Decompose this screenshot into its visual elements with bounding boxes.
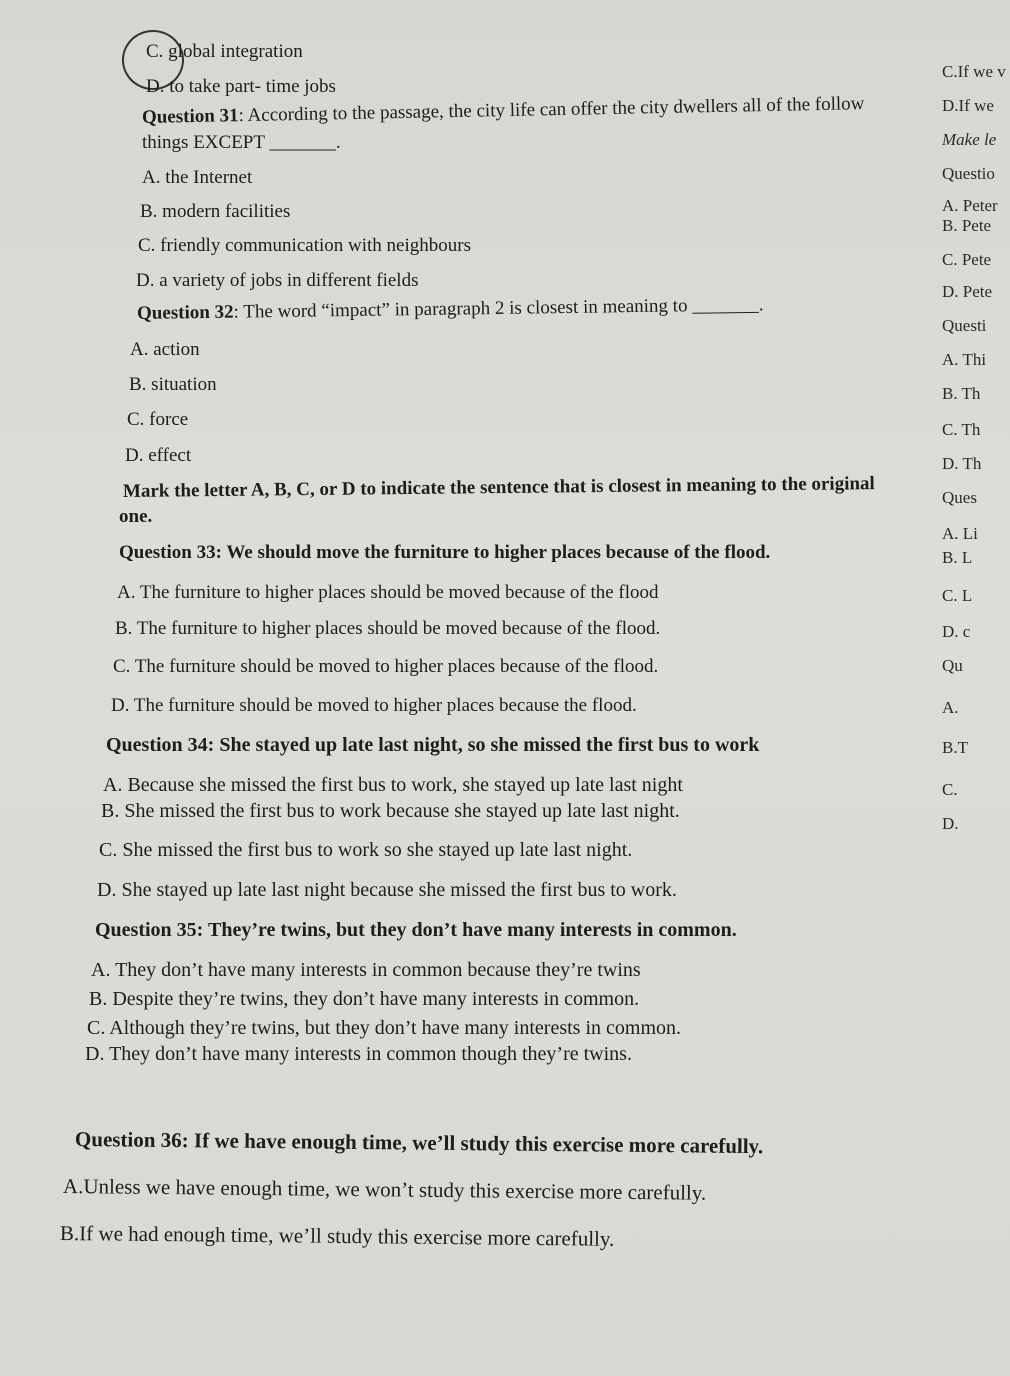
right-col-line: A. [942,698,959,717]
q34-option-a: A. Because she missed the first bus to work, she stayed up late last night [103,774,683,796]
right-col-line: A. Li [942,524,978,543]
q31-option-a: A. the Internet [142,167,253,188]
q36-question: Question 36: If we have enough time, we’ll study this exercise more carefully. [74,1127,764,1159]
right-col-line: D. c [942,622,971,641]
q35-option-a: A. They don’t have many interests in common because they’re twins [91,959,641,981]
q33-option-b: B. The furniture to higher places should be moved because of the flood. [115,618,661,639]
right-col-line: A. Thi [942,350,987,369]
right-col-line: D. Th [942,454,982,473]
right-col-line: C. L [942,586,973,605]
q31-text: : According to the passage, the city life can offer the city dwellers all of the follow [238,93,865,127]
q34-option-c: C. She missed the first bus to work so she stayed up late last night. [99,839,633,861]
q32-option-c: C. force [127,409,189,430]
q32-end: . [758,294,764,316]
q35-question: Question 35: They’re twins, but they don’t have many interests in common. [95,919,737,941]
q36-option-b: B.If we had enough time, we’ll study this exercise more carefully. [59,1221,615,1251]
q33-option-c: C. The furniture should be moved to higher places because of the flood. [113,656,659,677]
q31-line2 [142,132,341,154]
right-col-line: A. Peter [942,196,998,215]
q33-question: Question 33: We should move the furniture to higher places because of the flood. [119,542,771,563]
right-col-line: B. Th [942,384,981,403]
q32-label: Question 32 [136,301,234,324]
right-col-line: D. Pete [942,282,993,301]
right-col-line: D. [942,814,959,833]
right-col-line: D.If we [942,96,994,115]
q31-text-cont: things EXCEPT [142,132,265,153]
right-col-line: B. L [942,548,973,567]
q31-label: Question 31 [141,105,239,128]
right-col-line: C.If we v [942,62,1006,81]
right-col-line: Questio [942,164,995,183]
q33-option-a: A. The furniture to higher places should be moved because of the flood [117,582,659,603]
right-col-line: B.T [942,738,968,757]
q33-option-d: D. The furniture should be moved to higher places because the flood. [111,695,637,716]
q32-text: : The word “impact” in paragraph 2 is closest in meaning to [233,295,688,323]
q34-question: Question 34: She stayed up late last night, so she missed the first bus to work [106,734,760,756]
instruction-line1: Mark the letter A, B, C, or D to indicate the sentence that is closest in meaning to the original [122,473,875,502]
instruction-line2: one. [119,506,153,527]
q35-option-b: B. Despite they’re twins, they don’t have many interests in common. [89,988,640,1010]
q32-option-d: D. effect [125,445,192,466]
q30-option-d: D. to take part- time jobs [146,76,336,97]
q36-option-a: A.Unless we have enough time, we won’t study this exercise more carefully. [62,1174,707,1205]
q32-line [137,294,764,325]
right-col-line: Questi [942,316,987,335]
q30-option-c: C. global integration [146,41,303,62]
q31-option-b: B. modern facilities [140,201,291,222]
q32-option-a: A. action [130,339,200,360]
q34-option-d: D. She stayed up late last night because she missed the first bus to work. [97,879,677,901]
q31-blank: _______ [269,132,336,153]
q35-option-d: D. They don’t have many interests in common though they’re twins. [85,1043,632,1065]
right-col-line: Qu [942,656,963,675]
q31-option-d: D. a variety of jobs in different fields [136,270,419,291]
q31-end: . [335,132,341,153]
q32-option-b: B. situation [129,374,217,395]
right-col-line: B. Pete [942,216,992,235]
right-col-line: C. [942,780,958,799]
right-col-line: Ques [942,488,977,507]
q34-option-b: B. She missed the first bus to work because she stayed up late last night. [101,800,680,822]
q31-option-c: C. friendly communication with neighbours [138,235,471,256]
q35-option-c: C. Although they’re twins, but they don’t have many interests in common. [87,1017,681,1039]
q32-blank: _______ [692,294,759,317]
right-col-line: C. Pete [942,250,992,269]
right-col-line: Make le [942,130,997,149]
right-col-line: C. Th [942,420,981,439]
